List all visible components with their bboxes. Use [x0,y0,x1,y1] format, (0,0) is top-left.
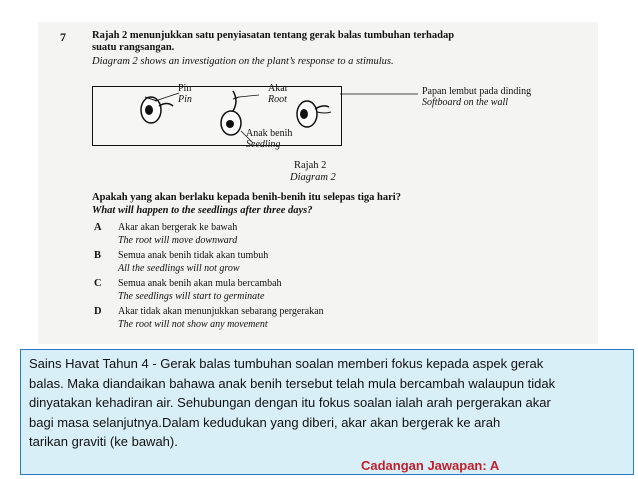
option-b-english: All the seedlings will not grow [118,263,240,274]
label-pin [178,83,192,105]
label-root [268,83,288,105]
label-root-english: Root [268,94,287,105]
option-a-english: The root will move downward [118,235,238,246]
label-seedling-malay: Anak benih [246,128,293,139]
diagram-drawing [93,87,341,145]
option-b-malay: Semua anak benih tidak akan tumbuh [118,250,269,261]
seed-left [141,97,173,123]
explanation-line-2: balas. Maka diandaikan bahawa anak benih tersebut telah mula bercambah walaupun tidak [29,375,556,391]
label-pin-english: Pin [178,94,192,105]
explanation-line-1: Sains Havat Tahun 4 - Gerak balas tumbuhan soalan memberi fokus kepada aspek gerak [29,356,544,371]
option-a-letter: A [94,222,102,233]
label-seedling [246,128,292,150]
option-c-letter: C [94,278,102,289]
diagram-caption-malay: Rajah 2 [294,160,327,171]
question-stem-malay-cont: suatu rangsangan. [92,42,175,53]
explanation-line-5: tarikan graviti (ke bawah). [29,434,178,450]
seed-right [297,101,331,127]
explanation-panel [20,349,634,475]
option-b-letter: B [94,250,102,261]
label-softboard [422,86,531,108]
option-d-malay: Akar tidak akan menunjukkan sebarang pergerakan [118,306,324,317]
option-d-letter: D [94,306,102,317]
label-seedling-english: Seedling [246,139,281,150]
option-a-malay: Akar akan bergerak ke bawah [118,222,238,233]
question-prompt-malay: Apakah yang akan berlaku kepada benih-benih itu selepas tiga hari? [92,192,401,203]
label-softboard-malay: Papan lembut pada dinding [422,86,532,97]
option-c-malay: Semua anak benih akan mula bercambah [118,278,282,289]
explanation-line-3: dinyatakan kehadiran air. Sehubungan dengan itu fokus soalan ialah arah pergerakan akar [29,395,551,411]
question-prompt-english: What will happen to the seedlings after three days? [92,205,313,216]
label-pin-malay: Pin [178,83,192,94]
softboard-leader-line [340,88,420,98]
diagram-caption-english: Diagram 2 [290,172,336,183]
question-number: 7 [60,30,66,44]
label-softboard-english: Softboard on the wall [422,97,509,108]
option-c-english: The seedlings will start to germinate [118,291,265,302]
option-d-english: The root will not show any movement [118,319,268,330]
explanation-line-4: bagi masa selanjutnya.Dalam kedudukan yang diberi, akar akan bergerak ke arah [29,414,501,430]
question-stem-malay: Rajah 2 menunjukkan satu penyiasatan tentang gerak balas tumbuhan terhadap [92,30,455,41]
label-root-malay: Akar [268,83,288,94]
diagram-box [92,86,342,146]
question-stem-english: Diagram 2 shows an investigation on the plant’s response to a stimulus. [92,56,394,67]
seed-middle [221,91,241,135]
suggested-answer: Cadangan Jawapan: A [361,458,500,473]
